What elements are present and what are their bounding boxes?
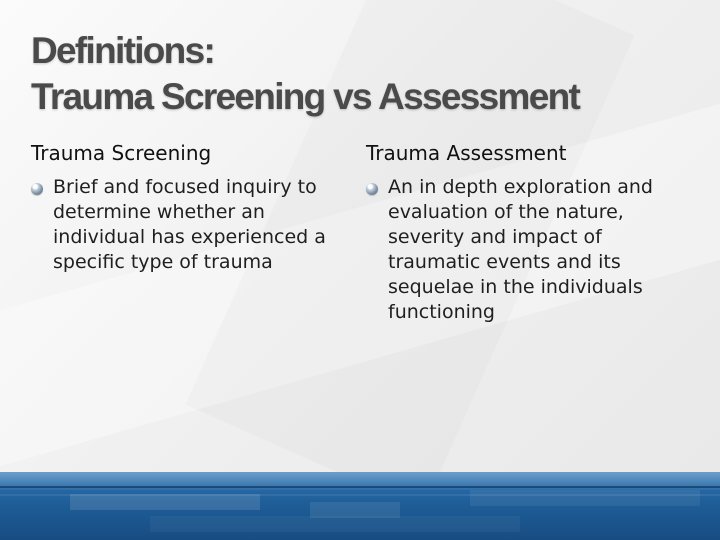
left-column [31,141,327,275]
title-line-2: Trauma Screening vs Assessment [31,76,580,117]
right-column-heading: Trauma Assessment [366,141,567,165]
footer-decorative-band [0,472,720,540]
footer-streak [150,516,520,532]
bullet-dot-icon [31,183,43,195]
bullet-dot-icon [366,183,378,195]
left-column-heading: Trauma Screening [31,141,212,165]
right-column [366,141,676,325]
footer-streak [70,494,260,510]
title-line-1: Definitions: [31,30,215,71]
footer-streak [470,490,700,506]
right-bullet-text: An in depth exploration and evaluation of the nature, severity and impact of traumatic events and its sequelae in the individuals functioning [388,176,653,323]
slide-title [31,28,579,120]
right-bullet-item [366,175,676,325]
left-bullet-text: Brief and focused inquiry to determine whether an individual has experienced a specific type of trauma [53,176,326,273]
left-bullet-item [31,175,327,275]
